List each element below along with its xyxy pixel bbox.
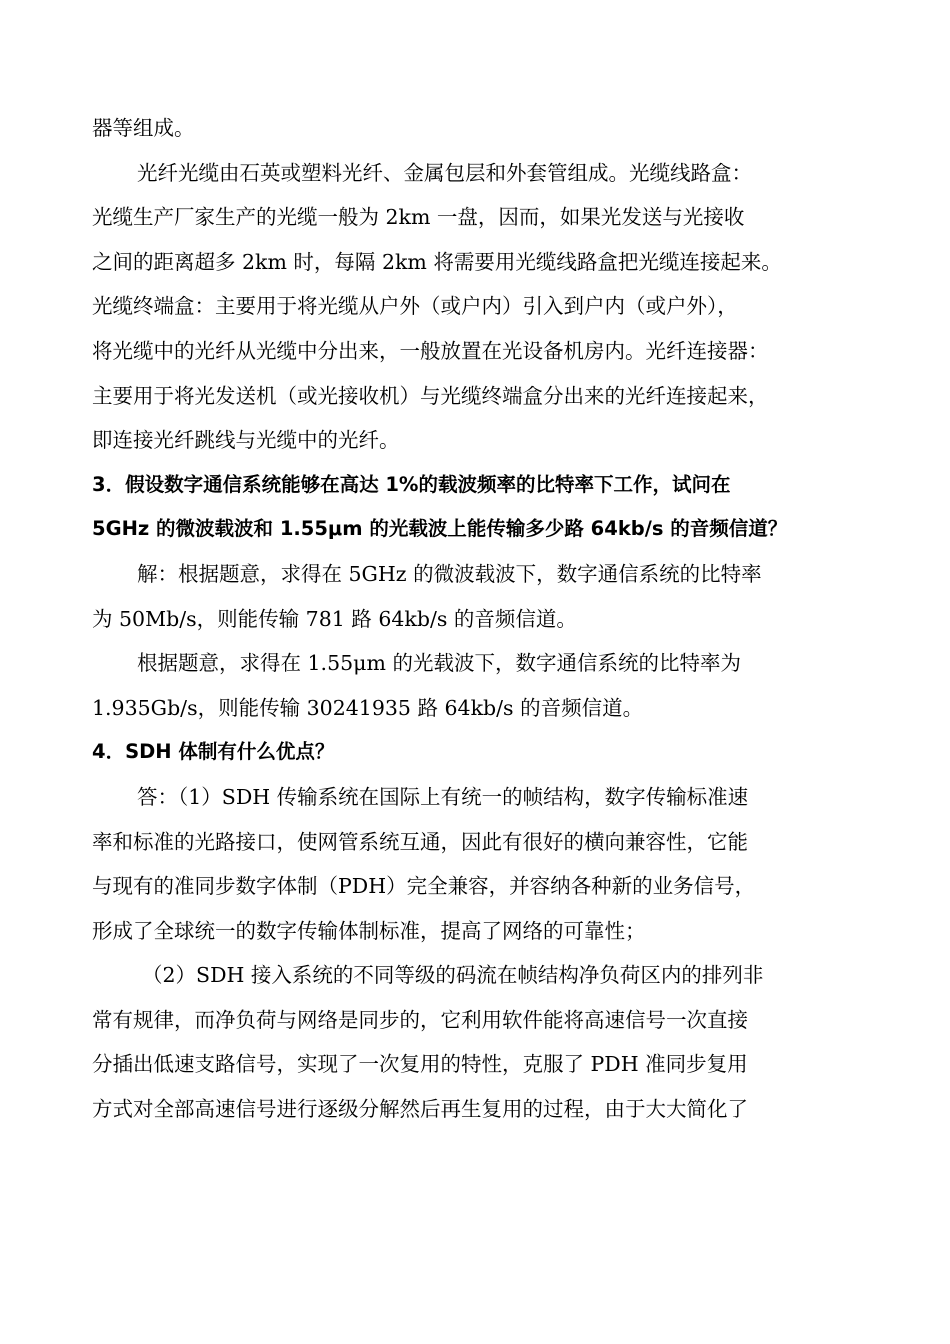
text-line: 方式对全部高速信号进行逐级分解然后再生复用的过程，由于大大简化了 [92, 1097, 748, 1122]
text-line: 1.935Gb/s，则能传输 30241935 路 64kb/s 的音频信道。 [92, 695, 644, 720]
answer-4-point-1: 答：（1）SDH 传输系统在国际上有统一的帧结构，数字传输标准速 [137, 784, 749, 809]
question-3-heading-cont: 5GHz 的微波载波和 1.55μm 的光载波上能传输多少路 64kb/s 的音频信道？ [92, 517, 788, 541]
text-line: 光缆终端盒：主要用于将光缆从户外（或户内）引入到户内（或户外）， [92, 294, 738, 319]
text-line: 为 50Mb/s，则能传输 781 路 64kb/s 的音频信道。 [92, 606, 577, 631]
text-line: 主要用于将光发送机（或光接收机）与光缆终端盒分出来的光纤连接起来， [92, 383, 769, 408]
document-body [92, 106, 882, 1132]
answer-3-paragraph-1: 解：根据题意，求得在 5GHz 的微波载波下，数字通信系统的比特率 [137, 561, 762, 586]
text-line: 率和标准的光路接口，使网管系统互通，因此有很好的横向兼容性，它能 [92, 829, 748, 854]
paragraph-fiber-cable: 光纤光缆由石英或塑料光纤、金属包层和外套管组成。光缆线路盒： [137, 160, 752, 185]
answer-3-paragraph-2: 根据题意，求得在 1.55μm 的光载波下，数字通信系统的比特率为 [137, 651, 741, 676]
question-4-heading: 4．SDH 体制有什么优点？ [92, 740, 335, 764]
text-line: 光缆生产厂家生产的光缆一般为 2km 一盘，因而，如果光发送与光接收 [92, 205, 745, 230]
text-line: 与现有的准同步数字体制（PDH）完全兼容，并容纳各种新的业务信号， [92, 874, 756, 899]
question-3-heading: 3．假设数字通信系统能够在高达 1%的载波频率的比特率下工作，试问在 [92, 472, 731, 496]
text-line: 形成了全球统一的数字传输体制标准，提高了网络的可靠性； [92, 918, 646, 943]
text-line: 即连接光纤跳线与光缆中的光纤。 [92, 428, 400, 453]
text-line: 常有规律，而净负荷与网络是同步的，它利用软件能将高速信号一次直接 [92, 1007, 748, 1032]
text-line: 之间的距离超多 2km 时，每隔 2km 将需要用光缆线路盒把光缆连接起来。 [92, 249, 782, 274]
text-line: 器等组成。 [92, 116, 195, 140]
text-line: 分插出低速支路信号，实现了一次复用的特性，克服了 PDH 准同步复用 [92, 1052, 748, 1077]
text-line: 将光缆中的光纤从光缆中分出来，一般放置在光设备机房内。光纤连接器： [92, 338, 769, 363]
answer-4-point-2: （2）SDH 接入系统的不同等级的码流在帧结构净负荷区内的排列非 [142, 963, 764, 988]
